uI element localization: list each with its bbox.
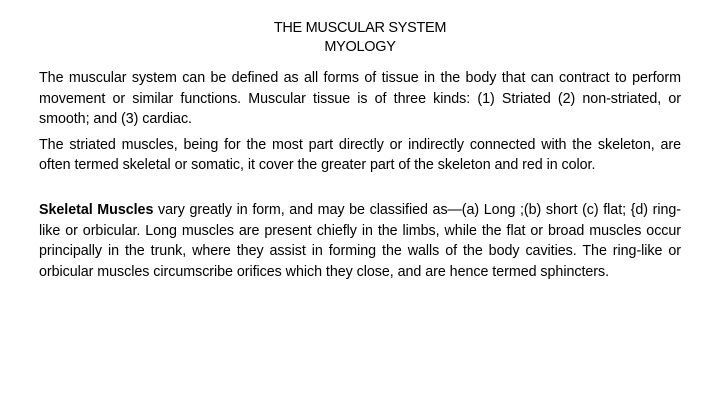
skeletal-muscles-text: vary greatly in form, and may be classified as—(a) Long ;(b) short (c) flat; {d) ring-like or orbicular. Long muscles are present chiefly in the limbs, while the flat or broad muscles occur principally in the trunk, where they assist in forming the walls of the body cavities. The ring-like or orbicular muscles circumscribe orifices which they close, and are hence termed sphincters. (39, 201, 682, 280)
paragraph-muscular-system-definition: The muscular system can be defined as all forms of tissue in the body that can contract to perform movement or similar functions. Muscular tissue is of three kinds: (1) Striated (2) non-striated, or smooth; and (3) cardiac. (39, 70, 681, 128)
slide-body (39, 68, 681, 282)
slide-title (0, 19, 720, 57)
title-line-2: MYOLOGY (324, 39, 396, 55)
paragraph-skeletal-muscles (39, 200, 681, 282)
skeletal-muscles-heading: Skeletal Muscles (39, 201, 154, 218)
paragraph-striated-muscles: The striated muscles, being for the most part directly or indirectly connected with the skeleton, are often termed skeletal or somatic, it cover the greater part of the skeleton and red in color. (39, 136, 681, 174)
title-line-1: THE MUSCULAR SYSTEM (273, 20, 447, 36)
